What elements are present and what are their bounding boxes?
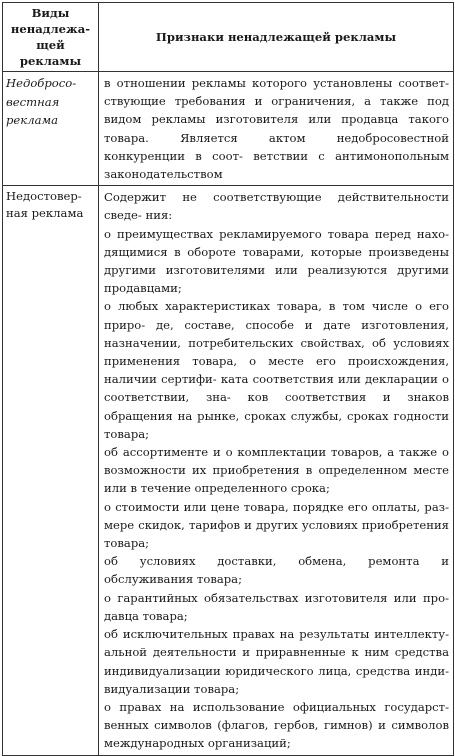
row-kind: Недостовер- ная реклама xyxy=(3,186,99,755)
description-line: Содержит не соответствующие действительности сведе- ния: xyxy=(104,190,449,223)
header-signs: Признаки ненадлежащей рекламы xyxy=(99,3,454,72)
description-line: об условиях доставки, обмена, ремонта и обслуживания товара; xyxy=(104,554,449,587)
description-line: о гарантийных обязательствах изготовителя или про- давца товара; xyxy=(104,590,449,623)
table-row xyxy=(3,72,454,186)
description-line: в отношении рекламы которого установлены соответ- ствующие требования и ограничения, а также под видом рекламы изготовителя или продавца такого товара. Является актом недобросовестной конкуренции в соот- ветствии с антимонопольным законодательством xyxy=(104,76,449,182)
advertising-types-table xyxy=(2,2,454,756)
description-line: о правах на использование официальных государст- венных символов (флагов, гербов, гимнов) и символов международных организаций; xyxy=(104,699,449,751)
table-row xyxy=(3,186,454,755)
row-description xyxy=(99,72,454,186)
description-line: о любых характеристиках товара, в том числе о его приро- де, составе, способе и дате изготовления, назначении, потребительских свойствах, об условиях применения товара, о месте его происхождения, наличии сертифи- ката соответствия или декларации о соответствии, зна- ков соответствия и знаков обращения на рынке, сроках службы, сроках годности товара; xyxy=(104,299,449,441)
description-line: о преимуществах рекламируемого товара перед нахо- дящимися в обороте товарами, которые произведены другими изготовителями или реализуются другими продавцами; xyxy=(104,226,449,296)
header-types: Виды ненадлежа- щей рекламы xyxy=(3,3,99,72)
row-kind: Недобросо- вестная реклама xyxy=(3,72,99,186)
description-line: об исключительных правах на результаты интеллекту- альной деятельности и приравненные к ним средства индивидуализации юридического лица, средства инди- видуализации товара; xyxy=(104,627,449,696)
description-line: об ассортименте и о комплектации товаров, а также о возможности их приобретения в определенном месте или в течение определенного срока; xyxy=(104,445,449,496)
description-line: о стоимости или цене товара, порядке его оплаты, раз- мере скидок, тарифов и других условиях приобретения товара; xyxy=(104,499,449,551)
header-row xyxy=(3,3,454,72)
row-description xyxy=(99,186,454,755)
